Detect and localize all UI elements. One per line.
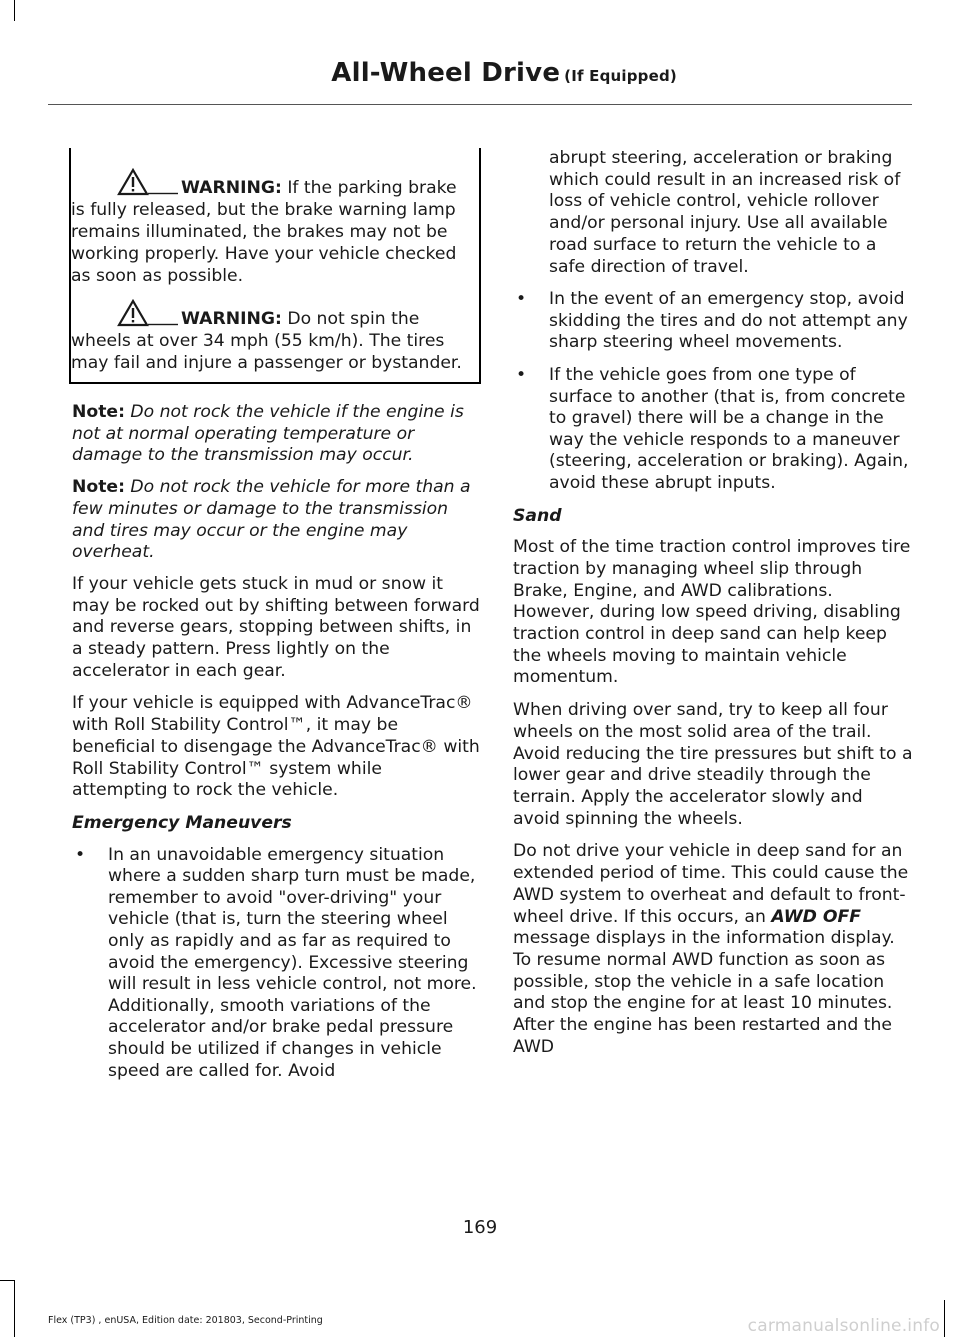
note [72, 477, 480, 564]
note [72, 402, 480, 467]
list-item [72, 845, 480, 1083]
list-item-text: If the vehicle goes from one type of surface to another (that is, from concrete to gravel) there will be a change in the way the vehicle responds to a maneuver (steering, acceleration or braking). Again, avoid these abrupt inputs. [549, 365, 909, 493]
list-item-continuation: abrupt steering, acceleration or braking which could result in an increased risk of loss of vehicle control, vehicle rollover and/or personal injury. Use all available road surface to return the vehicle to a safe direction of travel. [549, 148, 901, 277]
bullet: • [75, 844, 86, 865]
paragraph: When driving over sand, try to keep all four wheels on the most solid area of the trail. Avoid reducing the tire pressures but shift to a lower gear and drive steadily through the terrain. Apply the accelerator slowly and avoid spinning the wheels. [513, 700, 913, 829]
footer-edition-info: Flex (TP3) , enUSA, Edition date: 201803, Second-Printing [48, 1315, 323, 1326]
bullet: • [516, 289, 527, 310]
warning-label: WARNING: [181, 309, 282, 329]
warning-item [71, 168, 473, 287]
warning-box [69, 148, 481, 384]
warning-label: WARNING: [181, 178, 282, 198]
crop-mark-bottom-left [14, 1280, 15, 1337]
warning-text: If the parking brake is fully released, but the brake warning lamp remains illuminated, the brakes may not be working properly. Have your vehicle checked as soon as possible. [71, 178, 457, 286]
header-title-text: All-Wheel Drive [331, 58, 561, 88]
page-header-title [331, 58, 677, 88]
page-number: 169 [462, 1217, 498, 1238]
list-item-text: In an unavoidable emergency situation where a sudden sharp turn must be made, remember to avoid "over-driving" your vehicle (that is, turn the steering wheel only as rapidly and as far as required to avoid the emergency). Excessive steering will result in less vehicle control, not more. Additionally, smooth variations of the accelerator and/or brake pedal pressure should be utilized if changes in vehicle speed are called for. Avoid [108, 844, 477, 1081]
crop-mark-bottom-right [944, 1300, 945, 1337]
bullet: • [516, 365, 527, 385]
paragraph: If your vehicle gets stuck in mud or snow it may be rocked out by shifting between forward and reverse gears, stopping between shifts, in a steady pattern. Press lightly on the accelerator in each gear. [72, 573, 480, 681]
list-item [513, 289, 913, 354]
paragraph: Most of the time traction control improves tire traction by managing wheel slip through Brake, Engine, and AWD calibrations. However, during low speed driving, disabling traction control in deep sand can help keep the wheels moving to maintain vehicle momentum. [513, 537, 911, 688]
emergency-maneuvers-heading: Emergency Maneuvers [72, 812, 292, 833]
paragraph-text: Do not drive your vehicle in deep sand for an extended period of time. This could cause the AWD system to overheat and default to front-wheel drive. If this occurs, an [513, 841, 909, 927]
emergency-list [72, 845, 480, 1083]
emergency-list-continued [513, 289, 913, 494]
sand-heading: Sand [513, 505, 562, 526]
left-column [72, 148, 480, 1093]
header-subtitle: (If Equipped) [564, 67, 677, 85]
header-rule [48, 104, 912, 105]
paragraph: If your vehicle is equipped with AdvanceTrac® with Roll Stability Control™, it may be beneficial to disengage the AdvanceTrac® with Roll Stability Control™ system while attempting to rock the vehicle. [72, 693, 480, 801]
paragraph [513, 841, 913, 1058]
warning-text: Do not spin the wheels at over 34 mph (55 km/h). The tires may fail and injure a passenger or bystander. [71, 309, 462, 373]
note-label: Note: [72, 402, 125, 422]
note-label: Note: [72, 477, 125, 498]
crop-mark-top-left [14, 0, 15, 21]
note-text: Do not rock the vehicle if the engine is not at normal operating temperature or damage to the transmission may occur. [72, 402, 464, 466]
right-column [513, 148, 913, 1069]
warning-triangle-icon [117, 168, 179, 196]
awd-off-message: AWD OFF [771, 906, 861, 927]
list-item-text: In the event of an emergency stop, avoid skidding the tires and do not attempt any sharp steering wheel movements. [549, 289, 908, 353]
paragraph-text: message displays in the information display. To resume normal AWD function as soon as possible, stop the vehicle in a safe location and stop the engine for at least 10 minutes. After the engine has been restarted and the AWD [513, 928, 895, 1057]
note-text: Do not rock the vehicle for more than a few minutes or damage to the transmission and tires may occur or the engine may overheat. [72, 477, 471, 563]
crop-mark-bottom-left-h [0, 1280, 14, 1281]
list-item [513, 365, 913, 495]
watermark: carmanualsonline.info [747, 1316, 940, 1336]
warning-triangle-icon [117, 299, 179, 327]
warning-item [71, 299, 473, 374]
